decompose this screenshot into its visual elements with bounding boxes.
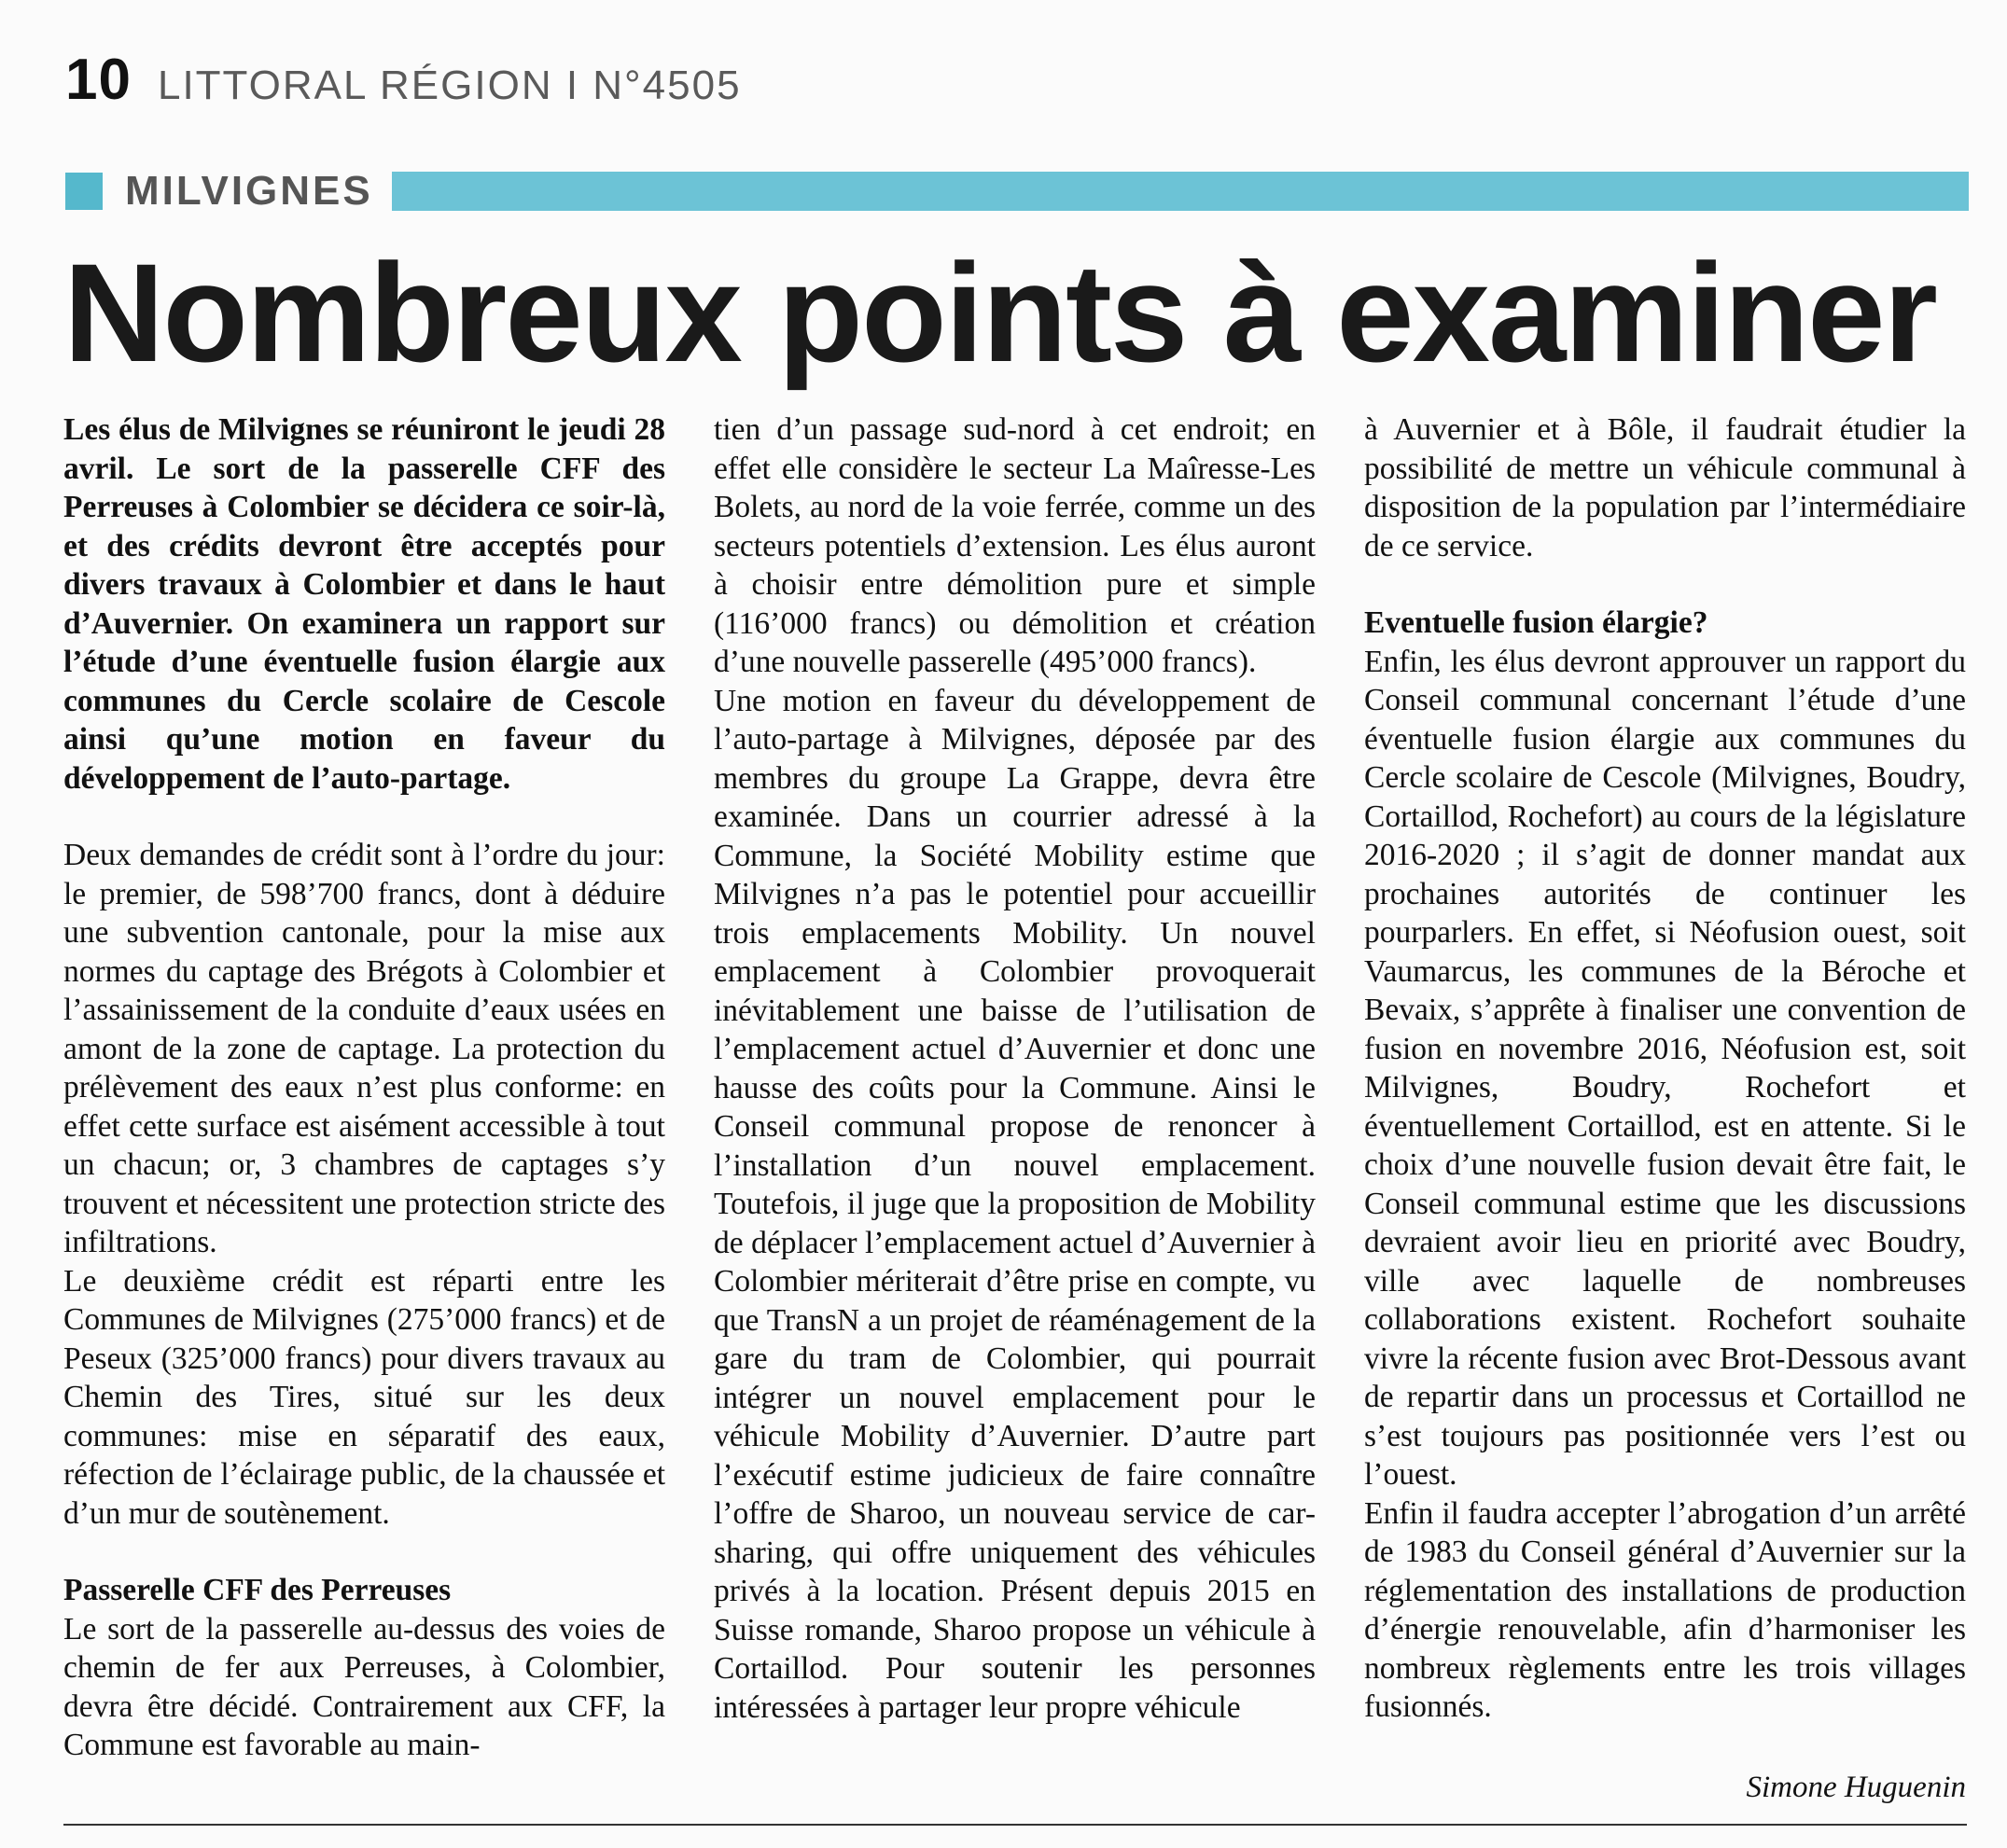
column-2	[714, 410, 1316, 1727]
section-label: MILVIGNES	[125, 168, 373, 214]
column-3	[1364, 410, 1966, 1727]
section-bar	[65, 168, 1969, 215]
article-lead: Les élus de Milvignes se réuniront le jeudi 28 avril. Le sort de la passerelle CFF des Perreuses à Colombier se décidera ce soir-là, et des crédits devront être acceptés pour divers travaux à Colombier et dans le haut d’Auvernier. On examinera un rapport sur l’étude d’une éventuelle fusion élargie aux communes du Cercle scolaire de Cescole ainsi qu’une motion en faveur du développement de l’auto-partage.	[63, 412, 665, 796]
paragraph-passerelle-cont: tien d’un passage sud-nord à cet endroit; en effet elle considère le secteur La Maîresse-Les Bolets, au nord de la voie ferrée, comme un des secteurs potentiels d’extension. Les élus auront à choisir entre démolition pure et simple (116’000 francs) ou démolition et création d’une nouvelle passerelle (495’000 francs).	[714, 412, 1316, 679]
paragraph-credit-2: Le deuxième crédit est réparti entre les Communes de Milvignes (275’000 francs) et de Peseux (325’000 francs) pour divers travaux au Chemin des Tires, situé sur les deux communes: mise en séparatif des eaux, réfection de l’éclairage public, de la chaussée et d’un mur de soutènement.	[63, 1263, 665, 1531]
author-signature: Simone Huguenin	[1746, 1771, 1966, 1804]
column-1	[63, 410, 665, 1765]
paragraph-fusion: Enfin, les élus devront approuver un rapport du Conseil communal concernant l’étude d’une éventuelle fusion élargie aux communes du Cercle scolaire de Cescole (Milvignes, Boudry, Cortaillod, Rochefort) au cours de la législature 2016-2020 ; il s’agit de donner mandat aux prochaines autorités de continuer les pourparlers. En effet, si Néofusion ouest, soit Vaumarcus, les communes de la Béroche et Bevaix, s’apprête à finaliser une convention de fusion en novembre 2016, Néofusion est, soit Milvignes, Boudry, Rochefort et éventuellement Cortaillod, est en attente. Si le choix d’une nouvelle fusion devait être fait, le Conseil communal estime que les discussions devraient avoir lieu en priorité avec Boudry, ville avec laquelle de nombreuses collaborations existent. Rochefort souhaite vivre la récente fusion avec Brot-Dessous avant de repartir dans un processus et Cortaillod ne s’est toujours pas positionnée vers l’est ou l’ouest.	[1364, 644, 1966, 1492]
section-marker	[65, 173, 103, 210]
subheading-fusion: Eventuelle fusion élargie?	[1364, 605, 1708, 640]
publication-name: LITTORAL RÉGION I N°4505	[157, 63, 742, 108]
subheading-passerelle: Passerelle CFF des Perreuses	[63, 1573, 452, 1607]
page-number: 10	[65, 48, 132, 112]
section-rule	[392, 172, 1969, 211]
headline: Nombreux points à examiner	[63, 234, 1936, 391]
paragraph-passerelle: Le sort de la passerelle au-dessus des voies de chemin de fer aux Perreuses, à Colombier, devra être décidé. Contrairement aux CFF, la Commune est favorable au main-	[63, 1611, 665, 1762]
paragraph-autopartage: Une motion en faveur du développement de l’auto-partage à Milvignes, déposée par des membres du groupe La Grappe, devra être examinée. Dans un courrier adressé à la Commune, la Société Mobility estime que Milvignes n’a pas le potentiel pour accueillir trois emplacements Mobility. Un nouvel emplacement à Colombier provoquerait inévitablement une baisse de l’utilisation de l’emplacement actuel d’Auvernier et donc une hausse des coûts pour la Commune. Ainsi le Conseil communal propose de renoncer à l’installation d’un nouvel emplacement. Toutefois, il juge que la proposition de Mobility de déplacer l’emplacement actuel d’Auvernier à Colombier mériterait d’être prise en compte, vu que TransN a un projet de réaménagement de la gare du tram de Colombier, qui pourrait intégrer un nouvel emplacement pour le véhicule Mobility d’Auvernier. D’autre part l’exécutif estime judicieux de faire connaître l’offre de Sharoo, un nouveau service de car-sharing, qui offre uniquement des véhicules privés à la location. Présent depuis 2015 en Suisse romande, Sharoo propose un véhicule à Cortaillod. Pour soutenir les personnes intéressées à partager leur propre véhicule	[714, 683, 1316, 1725]
paragraph-abrogation: Enfin il faudra accepter l’abrogation d’un arrêté de 1983 du Conseil général d’Auvernier sur la réglementation des installations de production d’énergie renouvelable, afin d’harmoniser les nombreux règlements entre les trois villages fusionnés.	[1364, 1495, 1966, 1724]
paragraph-autopartage-cont: à Auvernier et à Bôle, il faudrait étudier la possibilité de mettre un véhicule communal à disposition de la population par l’intermédiaire de ce service.	[1364, 412, 1966, 563]
bottom-rule	[63, 1824, 1967, 1826]
masthead	[65, 47, 742, 112]
paragraph-credit-1: Deux demandes de crédit sont à l’ordre du jour: le premier, de 598’700 francs, dont à déduire une subvention cantonale, pour la mise aux normes du captage des Brégots à Colombier et l’assainissement de la conduite d’eaux usées en amont de la zone de captage. La protection du prélèvement des eaux n’est plus conforme: en effet cette surface est aisément accessible à tout un chacun; or, 3 chambres de captages s’y trouvent et nécessitent une protection stricte des infiltrations.	[63, 838, 665, 1259]
